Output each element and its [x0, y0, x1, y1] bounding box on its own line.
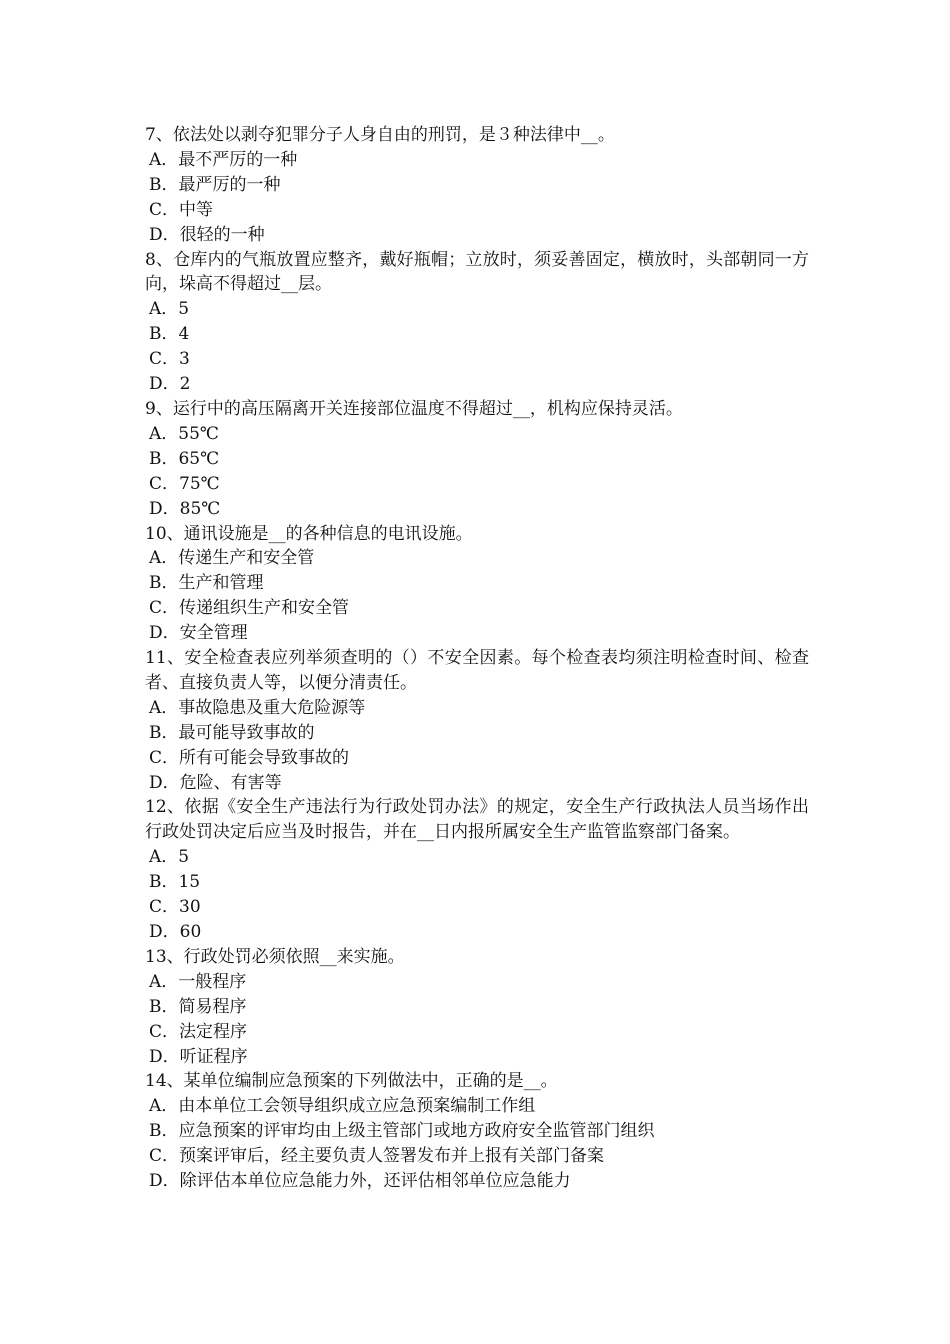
question-stem: 12、依据《安全生产违法行为行政处罚办法》的规定，安全生产行政执法人员当场作出行政处罚决定后应当及时报告，并在__日内报所属安全生产监管监察部门备案。	[145, 797, 809, 843]
question-stem: 8、仓库内的气瓶放置应整齐，戴好瓶帽；立放时，须妥善固定，横放时，头部朝同一方向，垛高不得超过__层。	[145, 249, 809, 295]
question-13	[145, 945, 809, 1070]
question-10	[145, 522, 809, 647]
option-b: B．简易程序	[149, 996, 247, 1017]
option-a: A．事故隐患及重大危险源等	[149, 697, 366, 718]
option-b: B．15	[149, 872, 201, 893]
option-c: C．传递组织生产和安全管	[149, 598, 350, 619]
question-14	[145, 1069, 809, 1194]
option-d: D．安全管理	[149, 623, 248, 644]
option-c: C．法定程序	[149, 1021, 248, 1042]
option-d: D．2	[149, 374, 191, 395]
option-d: D．很轻的一种	[149, 224, 265, 245]
question-stem: 14、某单位编制应急预案的下列做法中，正确的是__。	[145, 1071, 558, 1092]
option-a: A．5	[149, 299, 190, 320]
question-7	[145, 123, 809, 248]
question-8	[145, 248, 809, 397]
question-stem: 13、行政处罚必须依照__来实施。	[145, 946, 405, 967]
question-stem: 11、安全检查表应列举须查明的（）不安全因素。每个检查表均须注明检查时间、检查者、直接负责人等，以便分清责任。	[145, 648, 809, 693]
option-d: D．60	[149, 922, 202, 942]
option-a: A．一般程序	[149, 971, 247, 992]
option-c: C．3	[149, 349, 190, 370]
option-b: B．最严厉的一种	[149, 174, 281, 195]
option-b: B．应急预案的评审均由上级主管部门或地方政府安全监管部门组织	[149, 1121, 655, 1142]
question-stem: 10、通讯设施是__的各种信息的电讯设施。	[145, 523, 473, 544]
option-c: C．所有可能会导致事故的	[149, 747, 350, 768]
question-11	[145, 646, 809, 795]
option-b: B．65℃	[149, 448, 220, 469]
option-b: B．生产和管理	[149, 573, 264, 594]
question-9	[145, 397, 809, 522]
option-a: A．最不严厉的一种	[149, 149, 298, 170]
option-d: D．听证程序	[149, 1046, 248, 1067]
option-d: D．85℃	[149, 498, 221, 519]
option-a: A．55℃	[149, 423, 219, 444]
option-d: D．危险、有害等	[149, 772, 282, 793]
option-a: A．传递生产和安全管	[149, 548, 315, 569]
document-page	[145, 123, 809, 1194]
option-c: C．75℃	[149, 473, 220, 494]
option-d: D．除评估本单位应急能力外，还评估相邻单位应急能力	[149, 1171, 571, 1192]
option-c: C．预案评审后，经主要负责人签署发布并上报有关部门备案	[149, 1146, 605, 1167]
option-c: C．中等	[149, 199, 214, 220]
question-stem: 7、依法处以剥夺犯罪分子人身自由的刑罚，是３种法律中__。	[145, 125, 615, 145]
question-stem: 9、运行中的高压隔离开关连接部位温度不得超过__，机构应保持灵活。	[145, 398, 683, 419]
option-c: C．30	[149, 897, 201, 918]
option-a: A．5	[149, 847, 190, 868]
option-b: B．4	[149, 324, 190, 345]
question-12	[145, 795, 809, 944]
option-b: B．最可能导致事故的	[149, 722, 315, 743]
option-a: A．由本单位工会领导组织成立应急预案编制工作组	[149, 1096, 536, 1117]
